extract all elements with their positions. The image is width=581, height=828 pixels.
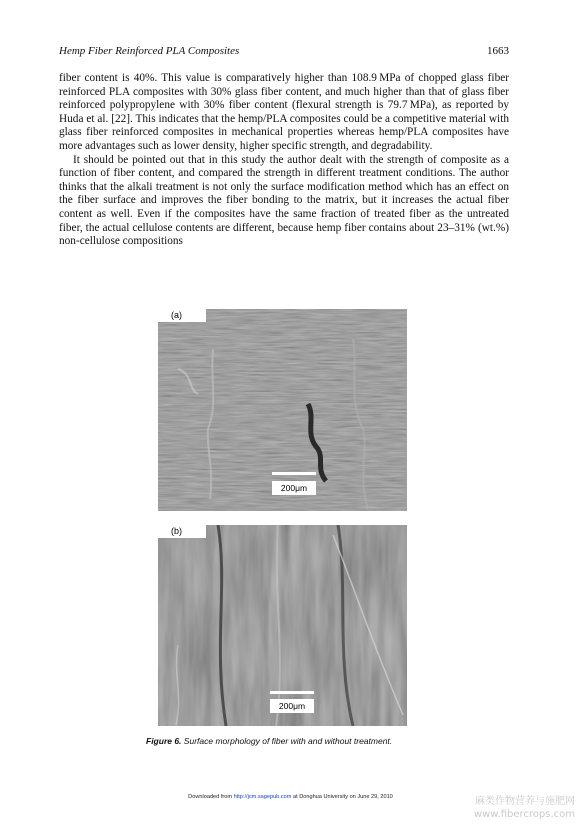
paragraph-1: fiber content is 40%. This value is comparatively higher than 108.9 MPa of chopped glass fiber reinforced PLA composites with 30% glass fiber content, and much higher than that of glass fiber reinforced polypropylene with 30% fiber content (flexural strength is 79.7 MPa), as reported by Huda et al. [22]. This indicates that the hemp/PLA composites could be a competitive material with glass fiber reinforced composites in mechanical properties whereas hemp/PLA composites have more advantages such as lower density, higher specific strength, and degradability.	[59, 72, 509, 152]
caption-label: Figure 6.	[146, 736, 182, 746]
paragraph-2: It should be pointed out that in this study the author dealt with the strength of composite as a function of fiber content, and compared the strength in different treatment conditions. The author thinks that the alkali treatment is not only the surface modification method which has an effect on the fiber surface and improves the fiber bonding to the matrix, but it increases the actual fiber content as well. Even if the composites have the same fraction of treated fiber as the untreated fiber, the actual cellulose contents are different, because hemp fiber contains about 23–31% (wt.%) non-cellulose compositions	[59, 153, 509, 248]
watermark-line-2: www.fibercrops.com	[473, 809, 575, 820]
footer-prefix: Downloaded from	[188, 794, 234, 800]
sem-image-treated	[158, 525, 407, 726]
footer-link[interactable]: http://jcm.sagepub.com	[233, 794, 292, 800]
body-text	[59, 72, 509, 249]
micrograph-panel-a	[158, 309, 407, 511]
scale-bar-b	[270, 691, 314, 694]
micrograph-panel-b	[158, 525, 407, 726]
scale-label-a: 200μm	[272, 481, 316, 495]
watermark-line-1: 麻类作物营养与施肥网	[475, 796, 575, 807]
site-watermark	[435, 795, 575, 821]
page-number: 1663	[487, 45, 509, 57]
panel-b-label: (b)	[158, 525, 206, 538]
scale-bar-a	[272, 472, 316, 475]
caption-text: Surface morphology of fiber with and without treatment.	[181, 736, 393, 746]
panel-a-label: (a)	[158, 309, 206, 322]
running-title: Hemp Fiber Reinforced PLA Composites	[59, 45, 240, 57]
running-head	[59, 45, 509, 57]
scale-label-b: 200μm	[270, 699, 314, 713]
figure-caption	[146, 736, 436, 746]
footer-suffix: at Donghua University on June 29, 2010	[291, 794, 393, 800]
